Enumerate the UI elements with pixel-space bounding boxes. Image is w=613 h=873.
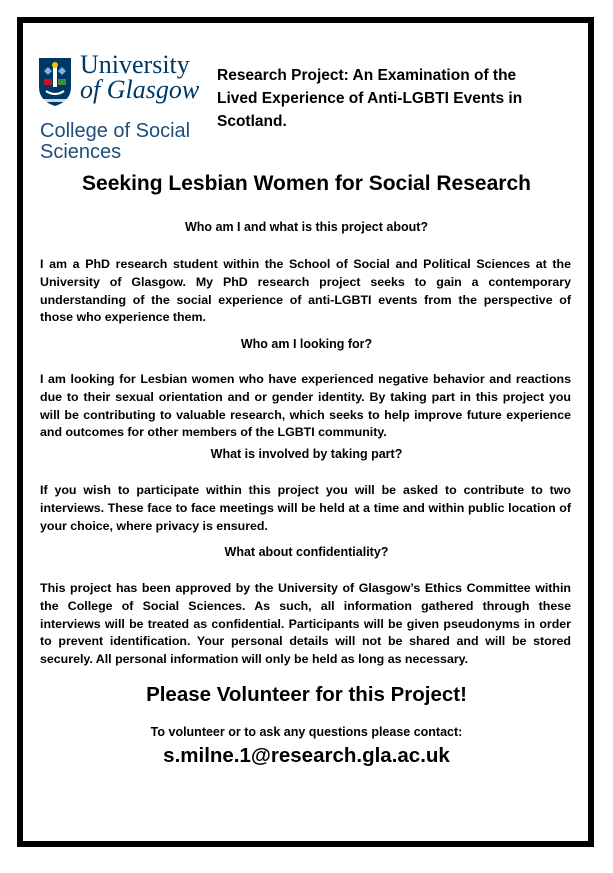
section-heading-about: Who am I and what is this project about?	[184, 220, 429, 234]
university-crest-icon	[38, 57, 72, 107]
section-body-looking-for: I am looking for Lesbian women who have experienced negative behavior and reactions due to their sexual orientation and or gender identity. By taking part in this project you will be contributing to valuable research, which seeks to help improve future experience and outcomes for other members of the LGBTI community.	[40, 372, 571, 440]
university-logo	[38, 52, 198, 164]
contact-email: s.milne.1@research.gla.ac.uk	[163, 744, 450, 767]
section-body-confidentiality: This project has been approved by the University of Glasgow’s Ethics Committee within the College of Social Sciences. As such, all information gathered through these interviews will be treated as confidential. Participants will be given pseudonyms in order to prevent identification. Your personal details will not be shared and will be stored securely. All personal information will only be held as long as necessary.	[40, 581, 571, 667]
college-name: College of Social Sciences	[40, 120, 191, 163]
main-heading: Seeking Lesbian Women for Social Research	[82, 172, 531, 195]
section-heading-confidentiality: What about confidentiality?	[224, 545, 389, 559]
section-body-involvement: If you wish to participate within this project you will be asked to contribute to two interviews. These face to face meetings will be held at a time and within public location of your choice, where privacy is ensured.	[40, 483, 571, 533]
section-heading-involvement: What is involved by taking part?	[210, 447, 403, 461]
university-name-line2: of Glasgow	[80, 75, 200, 104]
volunteer-heading: Please Volunteer for this Project!	[146, 683, 467, 706]
section-heading-looking-for: Who am I looking for?	[240, 337, 373, 351]
project-title: Research Project: An Examination of the Lived Experience of Anti-LGBTI Events in Scotland.	[217, 67, 523, 130]
section-body-about: I am a PhD research student within the School of Social and Political Sciences at the University of Glasgow. My PhD research project seeks to gain a contemporary understanding of the social experience of anti-LGBTI events from the perspective of those who experience them.	[40, 257, 571, 325]
university-name-line1: University	[80, 50, 190, 79]
contact-label: To volunteer or to ask any questions please contact:	[150, 725, 463, 739]
